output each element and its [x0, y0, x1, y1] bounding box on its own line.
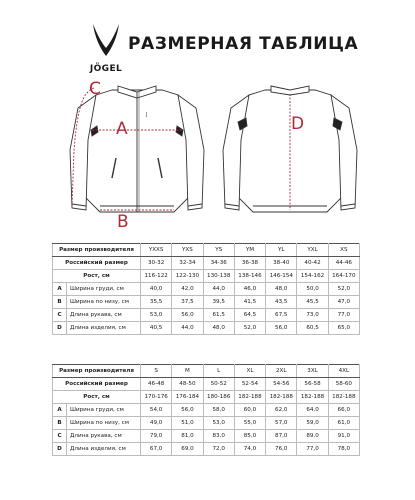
- measure-value: 46,0: [234, 283, 265, 296]
- measure-value: 59,0: [297, 417, 328, 430]
- size-cell: S: [141, 365, 172, 378]
- measure-value: 87,0: [266, 430, 297, 443]
- table-row-sizes: [53, 365, 360, 378]
- measure-value: 43,5: [266, 296, 297, 309]
- table-row: [53, 443, 360, 456]
- measure-value: 65,0: [328, 322, 359, 335]
- russian-cell: 36-38: [234, 257, 265, 270]
- measure-value: 56,0: [266, 322, 297, 335]
- measure-value: 45,5: [297, 296, 328, 309]
- measure-value: 51,0: [172, 417, 203, 430]
- russian-cell: 32-34: [172, 257, 203, 270]
- size-cell: 4XL: [328, 365, 359, 378]
- russian-cell: 58-60: [328, 378, 359, 391]
- measure-value: 60,0: [234, 404, 265, 417]
- measure-code: B: [53, 296, 67, 309]
- measure-value: 53,0: [141, 309, 172, 322]
- table-row: [53, 430, 360, 443]
- size-table-adult: [52, 364, 360, 456]
- measure-value: 37,5: [172, 296, 203, 309]
- dimension-letter-b: B: [117, 212, 129, 232]
- height-cell: 164-170: [328, 270, 359, 283]
- measure-label: Ширина груди, см: [67, 404, 141, 417]
- russian-cell: 46-48: [141, 378, 172, 391]
- size-cell: 3XL: [297, 365, 328, 378]
- russian-cell: 56-58: [297, 378, 328, 391]
- measure-value: 49,0: [141, 417, 172, 430]
- size-cell: XS: [328, 244, 359, 257]
- measure-value: 42,0: [172, 283, 203, 296]
- header: [0, 0, 415, 82]
- measure-value: 74,0: [234, 443, 265, 456]
- height-cell: 182-188: [328, 391, 359, 404]
- size-cell: 2XL: [266, 365, 297, 378]
- height-cell: 182-188: [266, 391, 297, 404]
- measure-value: 40,5: [141, 322, 172, 335]
- height-cell: 182-188: [297, 391, 328, 404]
- measure-value: 48,0: [203, 322, 234, 335]
- size-cell: YXXS: [141, 244, 172, 257]
- measure-label: Длина рукава, см: [67, 309, 141, 322]
- size-cell: YXS: [172, 244, 203, 257]
- table-row-sizes: [53, 244, 360, 257]
- measure-code: C: [53, 430, 67, 443]
- height-cell: 154-162: [297, 270, 328, 283]
- height-cell: 182-188: [234, 391, 265, 404]
- table-row: [53, 309, 360, 322]
- table-row-russian: [53, 378, 360, 391]
- measure-label: Длина рукава, см: [67, 430, 141, 443]
- height-cell: 170-176: [141, 391, 172, 404]
- measure-label: Ширина груди, см: [67, 283, 141, 296]
- measure-value: 89,0: [297, 430, 328, 443]
- measure-code: A: [53, 404, 67, 417]
- jacket-drawings: [0, 80, 415, 240]
- measure-value: 83,0: [203, 430, 234, 443]
- measure-value: 60,5: [297, 322, 328, 335]
- measure-value: 47,0: [328, 296, 359, 309]
- height-label: Рост, см: [53, 391, 141, 404]
- russian-cell: 54-56: [266, 378, 297, 391]
- russian-label: Российский размер: [53, 257, 141, 270]
- measure-code: D: [53, 322, 67, 335]
- measure-value: 53,0: [203, 417, 234, 430]
- measure-value: 77,0: [297, 443, 328, 456]
- measure-value: 69,0: [172, 443, 203, 456]
- measure-value: 35,5: [141, 296, 172, 309]
- measure-value: 73,0: [297, 309, 328, 322]
- measure-value: 52,0: [328, 283, 359, 296]
- sizes-label: Размер производителя: [53, 365, 141, 378]
- dimension-letter-a: A: [116, 119, 128, 139]
- measure-value: 78,0: [328, 443, 359, 456]
- measure-value: 57,0: [266, 417, 297, 430]
- measure-value: 39,5: [203, 296, 234, 309]
- sizes-label: Размер производителя: [53, 244, 141, 257]
- jogel-logo-icon: [90, 22, 122, 62]
- dimension-letter-d: D: [291, 114, 305, 134]
- table-row-height: [53, 391, 360, 404]
- measure-code: D: [53, 443, 67, 456]
- measure-value: 76,0: [266, 443, 297, 456]
- table-row: [53, 404, 360, 417]
- measure-value: 81,0: [172, 430, 203, 443]
- measure-value: 41,5: [234, 296, 265, 309]
- measure-value: 85,0: [234, 430, 265, 443]
- russian-label: Российский размер: [53, 378, 141, 391]
- table-row-russian: [53, 257, 360, 270]
- table-row: [53, 283, 360, 296]
- size-cell: M: [172, 365, 203, 378]
- size-cell: L: [203, 365, 234, 378]
- size-table-youth: [52, 243, 360, 335]
- size-cell: XL: [234, 365, 265, 378]
- height-cell: 176-184: [172, 391, 203, 404]
- height-label: Рост, см: [53, 270, 141, 283]
- front-logo-mark: J: [146, 112, 148, 118]
- height-cell: 180-186: [203, 391, 234, 404]
- measure-code: C: [53, 309, 67, 322]
- measure-value: 67,0: [141, 443, 172, 456]
- size-cell: YL: [266, 244, 297, 257]
- brand-logo: [86, 22, 126, 78]
- russian-cell: 40-42: [297, 257, 328, 270]
- measure-value: 61,0: [328, 417, 359, 430]
- size-cell: YM: [234, 244, 265, 257]
- height-cell: 130-138: [203, 270, 234, 283]
- russian-cell: 48-50: [172, 378, 203, 391]
- table-row: [53, 417, 360, 430]
- height-cell: 138-146: [234, 270, 265, 283]
- table-row: [53, 322, 360, 335]
- height-cell: 122-130: [172, 270, 203, 283]
- measure-value: 52,0: [234, 322, 265, 335]
- brand-name: JÖGEL: [89, 64, 123, 74]
- measure-value: 55,0: [234, 417, 265, 430]
- measure-label: Ширина по низу, см: [67, 417, 141, 430]
- measure-value: 56,0: [172, 404, 203, 417]
- russian-cell: 50-52: [203, 378, 234, 391]
- size-cell: YS: [203, 244, 234, 257]
- measure-value: 91,0: [328, 430, 359, 443]
- measure-value: 64,5: [234, 309, 265, 322]
- russian-cell: 34-36: [203, 257, 234, 270]
- measure-label: Длина изделия, см: [67, 322, 141, 335]
- height-cell: 116-122: [141, 270, 172, 283]
- measure-label: Ширина по низу, см: [67, 296, 141, 309]
- size-cell: YXL: [297, 244, 328, 257]
- jacket-front-view: [70, 86, 204, 212]
- table-row-height: [53, 270, 360, 283]
- measure-value: 40,0: [141, 283, 172, 296]
- height-cell: 146-154: [266, 270, 297, 283]
- measure-value: 67,5: [266, 309, 297, 322]
- measure-value: 72,0: [203, 443, 234, 456]
- page-title: РАЗМЕРНАЯ ТАБЛИЦА: [128, 34, 359, 54]
- table-row: [53, 296, 360, 309]
- measure-value: 79,0: [141, 430, 172, 443]
- measure-value: 58,0: [203, 404, 234, 417]
- measure-value: 77,0: [328, 309, 359, 322]
- measure-value: 64,0: [297, 404, 328, 417]
- russian-cell: 44-46: [328, 257, 359, 270]
- russian-cell: 52-54: [234, 378, 265, 391]
- russian-cell: 30-32: [141, 257, 172, 270]
- measure-value: 48,0: [266, 283, 297, 296]
- russian-cell: 38-40: [266, 257, 297, 270]
- measure-value: 61,5: [203, 309, 234, 322]
- measure-value: 54,0: [141, 404, 172, 417]
- measure-label: Длина изделия, см: [67, 443, 141, 456]
- measure-value: 44,0: [172, 322, 203, 335]
- measure-code: A: [53, 283, 67, 296]
- measure-value: 66,0: [328, 404, 359, 417]
- dimension-letter-c: C: [89, 79, 101, 99]
- measure-value: 50,0: [297, 283, 328, 296]
- measure-value: 62,0: [266, 404, 297, 417]
- measure-code: B: [53, 417, 67, 430]
- measure-value: 44,0: [203, 283, 234, 296]
- jacket-technical-drawing: [0, 80, 415, 240]
- measure-value: 56,0: [172, 309, 203, 322]
